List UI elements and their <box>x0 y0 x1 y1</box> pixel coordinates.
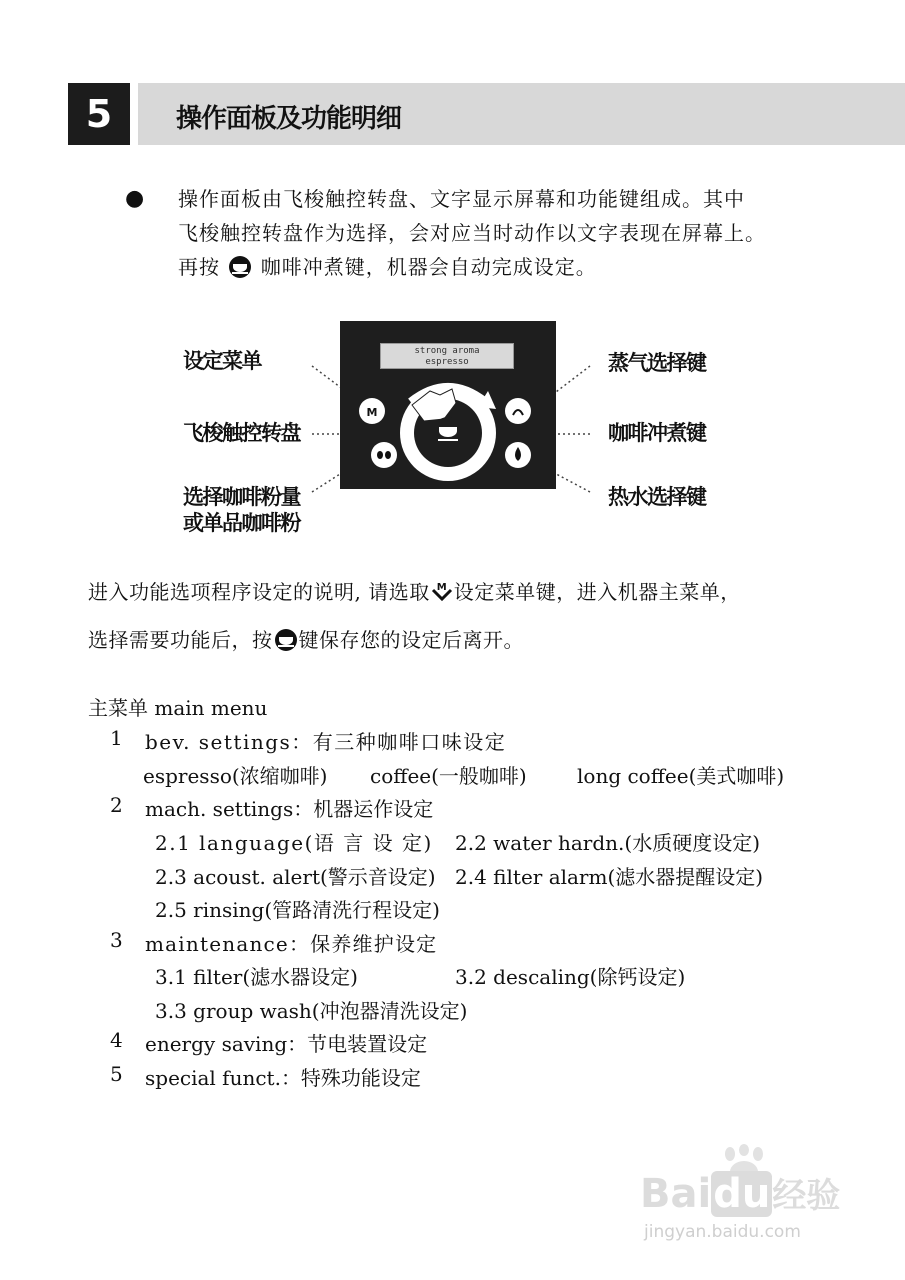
instruction-line-2-pre: 选择需要功能后，按 <box>88 628 273 652</box>
intro-line-3 <box>178 250 838 284</box>
label-steam: 蒸气选择键 <box>608 351 706 375</box>
menu-item-2-text: mach. settings：机器运作设定 <box>145 797 434 821</box>
menu-item-3-number: 3 <box>110 928 123 952</box>
mach-2-3: 2.3 acoust. alert(警示音设定) <box>155 865 436 889</box>
intro-line-1: 操作面板由飞梭触控转盘、文字显示屏幕和功能键组成。其中 <box>178 187 745 211</box>
label-hot-water: 热水选择键 <box>608 485 706 509</box>
watermark-brand-du: du <box>713 1171 771 1217</box>
mach-2-4: 2.4 filter alarm(滤水器提醒设定) <box>455 865 764 889</box>
watermark-brand: Bai <box>640 1171 712 1217</box>
menu-item-3-text: maintenance：保养维护设定 <box>145 932 438 956</box>
svg-text:M: M <box>436 582 447 593</box>
steam-button[interactable] <box>505 398 531 424</box>
hot-water-button[interactable] <box>505 442 531 468</box>
coffee-cup-icon <box>273 629 299 651</box>
bev-long-coffee: long coffee(美式咖啡) <box>577 764 785 788</box>
maint-3-2: 3.2 descaling(除钙设定) <box>455 965 686 989</box>
menu-heading: 主菜单 main menu <box>88 696 268 720</box>
panel-controls <box>340 321 556 489</box>
mach-2-1: 2.1 language(语 言 设 定) <box>155 831 433 855</box>
brew-button[interactable] <box>432 417 464 449</box>
instruction-line-1 <box>88 576 741 605</box>
instruction-line-1-post: 设定菜单键，进入机器主菜单， <box>453 580 741 604</box>
menu-item-4-number: 4 <box>110 1028 123 1052</box>
mach-2-5: 2.5 rinsing(管路清洗行程设定) <box>155 898 440 922</box>
menu-item-2-number: 2 <box>110 793 123 817</box>
control-panel <box>340 321 556 489</box>
intro-paragraph <box>178 182 838 284</box>
bev-espresso: espresso(浓缩咖啡) <box>143 764 328 788</box>
watermark-url: jingyan.baidu.com <box>644 1222 801 1242</box>
instruction-line-2 <box>88 624 524 653</box>
bev-coffee: coffee(一般咖啡) <box>370 764 527 788</box>
intro-line-3-pre: 再按 <box>178 255 220 279</box>
menu-item-5-text: special funct.：特殊功能设定 <box>145 1066 421 1090</box>
coffee-amount-button[interactable] <box>371 442 397 468</box>
label-coffee-amount-line-2: 或单品咖啡粉 <box>183 511 300 535</box>
label-coffee-amount-line-1: 选择咖啡粉量 <box>183 485 300 509</box>
settings-menu-button[interactable] <box>359 398 385 424</box>
menu-item-1-number: 1 <box>110 726 123 750</box>
mach-2-2: 2.2 water hardn.(水质硬度设定) <box>455 831 761 855</box>
menu-item-1-text: bev. settings：有三种咖啡口味设定 <box>145 730 507 754</box>
menu-item-4-text: energy saving：节电装置设定 <box>145 1032 428 1056</box>
intro-line-3-post: 咖啡冲煮键，机器会自动完成设定。 <box>260 255 597 279</box>
lcd-line-1: strong aroma <box>414 346 480 356</box>
coffee-cup-icon <box>227 256 253 278</box>
bullet-icon: ● <box>125 186 145 211</box>
baidu-jingyan-watermark <box>640 1150 860 1250</box>
svg-text:M: M <box>366 406 378 419</box>
label-coffee-amount <box>183 484 300 536</box>
instruction-line-2-post: 键保存您的设定后离开。 <box>298 628 524 652</box>
section-number: 5 <box>68 83 130 145</box>
instruction-line-1-pre: 进入功能选项程序设定的说明, 请选取 <box>88 580 430 604</box>
menu-m-icon <box>430 580 454 602</box>
menu-item-5-number: 5 <box>110 1062 123 1086</box>
section-header-bar <box>138 83 905 145</box>
label-dial: 飞梭触控转盘 <box>183 421 300 445</box>
maint-3-1: 3.1 filter(滤水器设定) <box>155 965 358 989</box>
watermark-suffix: 经验 <box>772 1176 841 1216</box>
label-settings-menu: 设定菜单 <box>183 349 261 373</box>
lcd-line-2: espresso <box>425 357 469 367</box>
label-brew: 咖啡冲煮键 <box>608 421 706 445</box>
maint-3-3: 3.3 group wash(冲泡器清洗设定) <box>155 999 468 1023</box>
section-title: 操作面板及功能明细 <box>176 104 402 134</box>
intro-line-2: 飞梭触控转盘作为选择，会对应当时动作以文字表现在屏幕上。 <box>178 221 766 245</box>
